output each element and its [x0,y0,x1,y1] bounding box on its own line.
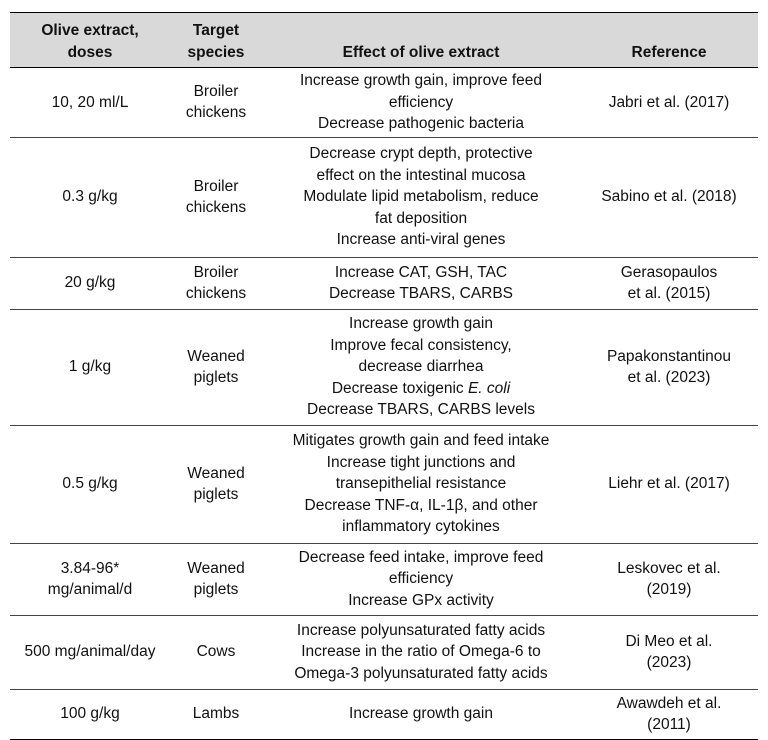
dose-cell [10,309,170,425]
effect-line: inflammatory cytokines [342,518,500,536]
header-effect [262,13,580,68]
effect-line: Increase anti-viral genes [336,231,506,249]
effect-line: Decrease TBARS, CARBS levels [307,401,535,419]
species-line: chickens [185,199,247,216]
header-reference-label: Reference [631,43,707,61]
effect-line: Increase growth gain, improve feed [299,72,543,89]
effect-line: transepithelial resistance [335,475,507,493]
effect-line: Decrease toxigenic E. coli [331,379,511,397]
reference-line: (2019) [646,581,692,598]
olive-extract-table-container [10,12,758,740]
reference-line: Awawdeh et al. [616,694,722,712]
effect-line: Increase CAT, GSH, TAC [334,263,508,281]
dose-value: 100 g/kg [60,705,120,723]
species-line: Weaned [187,347,245,365]
header-dose-line: Olive extract, [41,22,139,39]
effect-line: Omega-3 polyunsaturated fatty acids [294,664,548,682]
effect-cell [262,68,580,138]
effect-line: Modulate lipid metabolism, reduce [303,188,539,206]
dose-value: 10, 20 ml/L [51,93,129,111]
effect-line: Increase GPx activity [348,591,494,609]
effect-line: efficiency [388,93,454,111]
table-row [10,615,758,689]
effect-line: fat deposition [374,209,468,227]
header-dose [10,13,170,68]
olive-extract-table [10,12,758,740]
reference-line: Liehr et al. (2017) [608,475,730,493]
effect-line: efficiency [388,570,454,588]
reference-line: Papakonstantinou [606,347,732,365]
effect-cell [262,257,580,309]
species-line: piglets [193,486,239,503]
table-row [10,689,758,739]
table-row [10,137,758,257]
effect-line: Increase growth gain [349,315,493,333]
effect-line: Increase polyunsaturated fatty acids [296,621,546,639]
table-body [10,68,758,740]
species-line: Weaned [187,464,245,482]
species-line: Lambs [192,705,240,723]
reference-cell [580,257,758,309]
reference-line: (2023) [646,654,692,671]
reference-cell [580,137,758,257]
species-cell [170,425,262,543]
table-row [10,309,758,425]
dose-value: 500 mg/animal/day [24,643,156,661]
effect-line: Improve fecal consistency, [330,336,512,354]
dose-line: mg/animal/d [47,581,133,598]
dose-cell [10,689,170,739]
header-dose-line: doses [67,43,113,61]
effect-line: Increase in the ratio of Omega-6 to [301,643,541,661]
dose-cell [10,543,170,615]
header-species-line: species [187,43,245,61]
species-cell [170,257,262,309]
species-line: Weaned [187,559,245,577]
species-cell [170,309,262,425]
dose-cell [10,425,170,543]
species-line: chickens [185,285,247,302]
effect-line: effect on the intestinal mucosa [316,166,526,184]
species-line: Broiler [193,82,239,100]
effect-cell [262,615,580,689]
dose-cell [10,137,170,257]
reference-cell [580,615,758,689]
effect-cell [262,309,580,425]
header-row [10,13,758,68]
species-cell [170,137,262,257]
reference-cell [580,543,758,615]
table-row [10,68,758,138]
table-header [10,13,758,68]
species-cell [170,543,262,615]
reference-cell [580,425,758,543]
effect-line: Decrease feed intake, improve feed [298,548,544,566]
dose-cell [10,68,170,138]
dose-cell [10,257,170,309]
effect-cell [262,689,580,739]
reference-line: Gerasopaulos [620,263,718,281]
species-cell [170,689,262,739]
reference-line: Di Meo et al. [625,632,713,650]
species-line: Cows [196,643,236,661]
reference-cell [580,309,758,425]
effect-line: Decrease crypt depth, protective [309,145,533,163]
reference-line: Jabri et al. (2017) [608,93,730,111]
effect-line: Decrease TNF-α, IL-1β, and other [304,496,538,514]
dose-value: 0.5 g/kg [62,475,118,493]
table-row [10,425,758,543]
effect-line: Increase growth gain [349,705,493,723]
header-reference [580,13,758,68]
table-row [10,543,758,615]
reference-line: Sabino et al. (2018) [601,188,737,206]
header-species [170,13,262,68]
table-row [10,257,758,309]
dose-value: 20 g/kg [64,274,116,292]
effect-line: Increase tight junctions and [326,453,516,471]
species-line: piglets [193,581,239,598]
reference-line: et al. (2015) [627,285,711,302]
reference-line: et al. (2023) [627,369,711,386]
reference-cell [580,68,758,138]
dose-cell [10,615,170,689]
effect-cell [262,137,580,257]
header-species-line: Target [192,22,240,39]
species-cell [170,615,262,689]
effect-line: Mitigates growth gain and feed intake [292,432,550,450]
effect-line: Decrease pathogenic bacteria [318,115,524,132]
reference-line: Leskovec et al. [617,559,721,577]
reference-line: (2011) [647,716,691,733]
species-line: chickens [185,104,247,122]
dose-line: 3.84-96* [60,559,120,577]
species-line: Broiler [193,263,239,281]
header-effect-label: Effect of olive extract [342,43,500,61]
dose-value: 1 g/kg [68,358,112,376]
species-line: Broiler [193,177,239,195]
effect-cell [262,425,580,543]
effect-line: Decrease TBARS, CARBS [328,285,514,302]
reference-cell [580,689,758,739]
dose-value: 0.3 g/kg [62,188,118,206]
effect-line: decrease diarrhea [358,358,484,376]
species-line: piglets [193,369,239,386]
effect-cell [262,543,580,615]
species-cell [170,68,262,138]
